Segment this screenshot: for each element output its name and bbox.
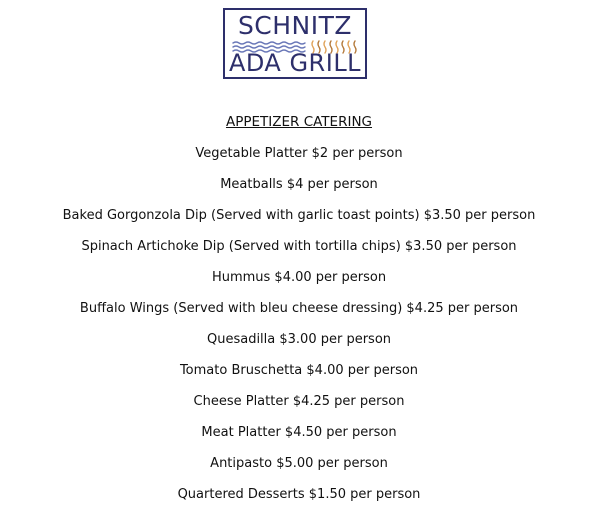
menu-item: Quesadilla $3.00 per person: [206, 332, 392, 347]
catering-menu-list: [0, 144, 598, 516]
menu-item: Buffalo Wings (Served with bleu cheese dressing) $4.25 per person: [79, 301, 519, 316]
section-title: APPETIZER CATERING: [225, 114, 373, 130]
logo-name-line2: ADA GRILL: [228, 49, 362, 77]
menu-item: Meatballs $4 per person: [220, 177, 378, 192]
menu-item: Hummus $4.00 per person: [211, 270, 387, 285]
logo-name-line1: SCHNITZ: [237, 11, 353, 40]
menu-item: Quartered Desserts $1.50 per person: [177, 487, 421, 502]
menu-item: Tomato Bruschetta $4.00 per person: [179, 363, 419, 378]
menu-item: Cheese Platter $4.25 per person: [193, 394, 405, 409]
menu-item: Antipasto $5.00 per person: [210, 456, 388, 471]
menu-item: Spinach Artichoke Dip (Served with tortilla chips) $3.50 per person: [81, 239, 517, 254]
menu-item: Vegetable Platter $2 per person: [195, 146, 403, 161]
menu-item: Baked Gorgonzola Dip (Served with garlic toast points) $3.50 per person: [62, 208, 536, 223]
restaurant-logo: [223, 8, 367, 79]
menu-item: Meat Platter $4.50 per person: [201, 425, 397, 440]
